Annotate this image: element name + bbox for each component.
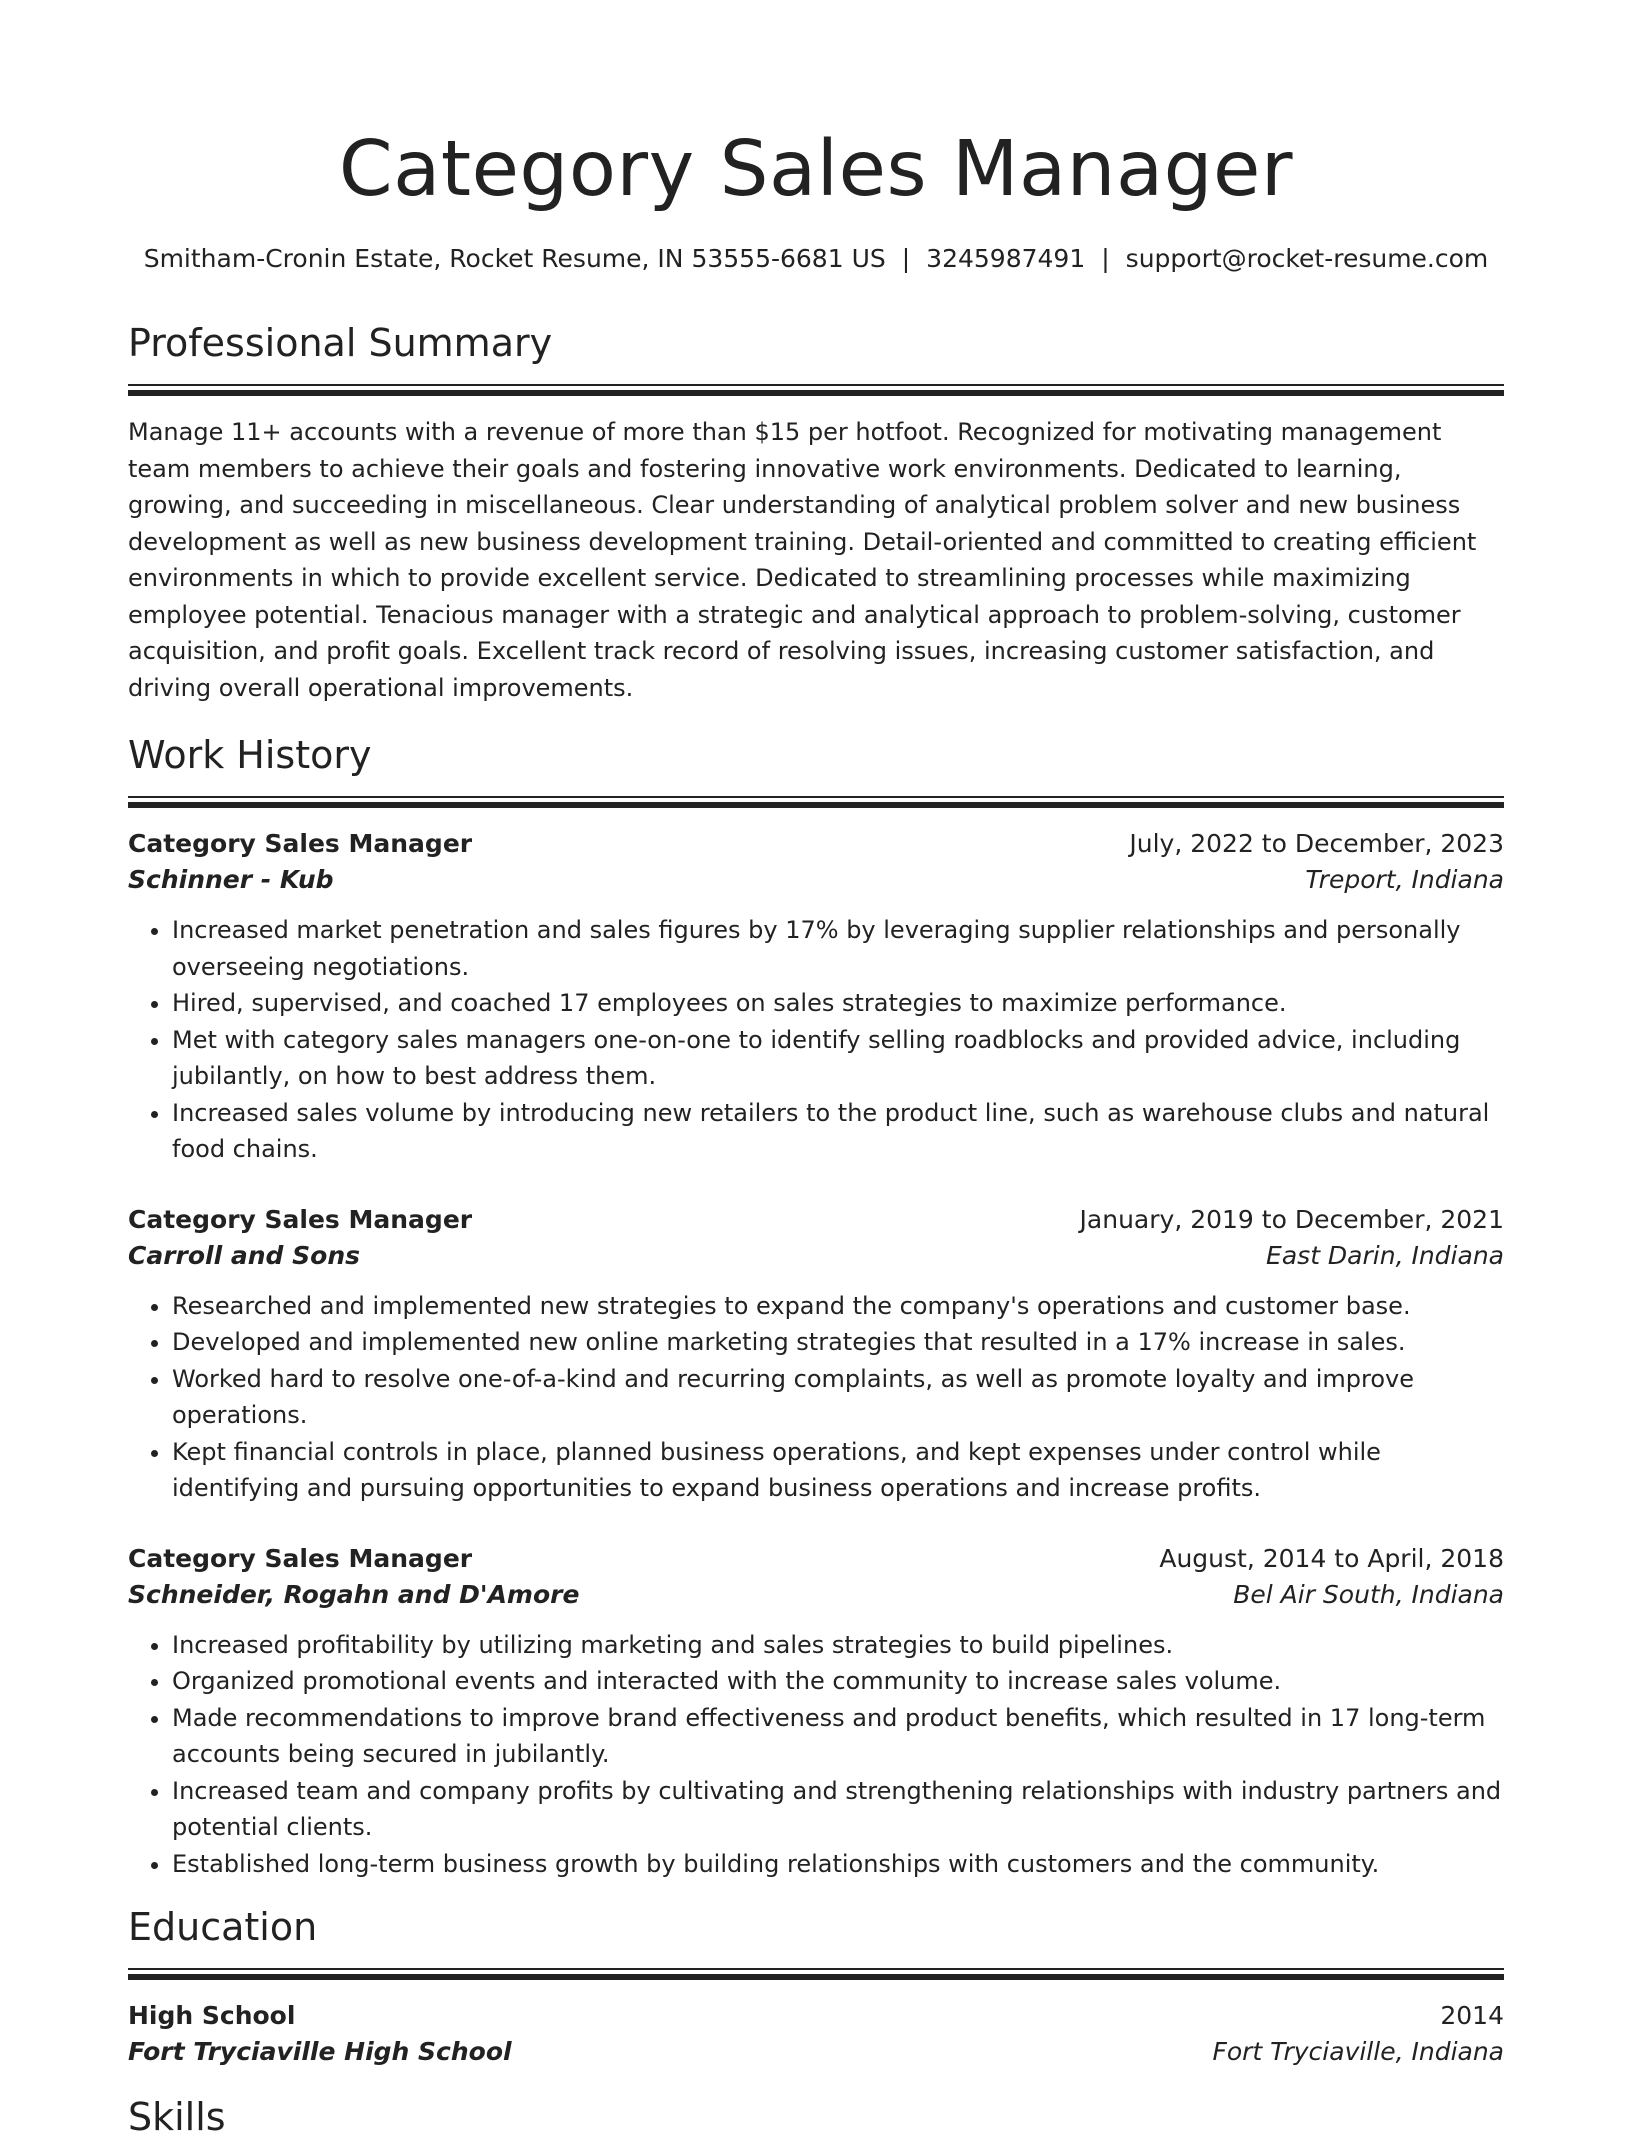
- contact-separator: |: [1101, 244, 1110, 273]
- job-location: East Darin, Indiana: [1266, 1240, 1504, 1270]
- contact-line: [128, 242, 1504, 276]
- job-location: Bel Air South, Indiana: [1233, 1579, 1504, 1609]
- job-bullet: • Organized promotional events and interacted with the community to increase sales volume.: [172, 1663, 1504, 1700]
- work-history-section: [128, 730, 1504, 1882]
- job-role: Category Sales Manager: [128, 1543, 473, 1573]
- job-bullet: • Developed and implemented new online marketing strategies that resulted in a 17% increase in sales.: [172, 1324, 1504, 1361]
- skills-section: [128, 2092, 1504, 2142]
- contact-address: Smitham-Cronin Estate, Rocket Resume, IN 53555-6681 US: [143, 244, 886, 273]
- job-dates: January, 2019 to December, 2021: [1079, 1204, 1504, 1234]
- education-section: [128, 1902, 1504, 2070]
- summary-section: [128, 318, 1504, 706]
- education-location: Fort Tryciaville, Indiana: [1212, 2037, 1504, 2066]
- job-bullets: [128, 1288, 1504, 1507]
- section-title-summary: Professional Summary: [128, 321, 553, 365]
- job-bullet: • Increased team and company profits by cultivating and strengthening relationships with industry partners and potential clients.: [172, 1773, 1504, 1846]
- job-bullet: • Increased sales volume by introducing new retailers to the product line, such as warehouse clubs and natural food chains.: [172, 1095, 1504, 1168]
- section-title-skills: Skills: [128, 2095, 226, 2139]
- job-entry: [128, 826, 1504, 1168]
- job-role: Category Sales Manager: [128, 1204, 473, 1234]
- contact-separator: |: [901, 244, 911, 273]
- job-bullet: • Increased profitability by utilizing marketing and sales strategies to build pipelines.: [172, 1627, 1504, 1664]
- job-bullets: [128, 1627, 1504, 1883]
- job-dates: July, 2022 to December, 2023: [1129, 829, 1504, 858]
- section-title-education: Education: [128, 1905, 318, 1949]
- job-bullet: • Worked hard to resolve one-of-a-kind and recurring complaints, as well as promote loyalty and improve operations.: [172, 1361, 1504, 1434]
- job-entry: [128, 1202, 1504, 1507]
- job-company: Carroll and Sons: [128, 1240, 361, 1270]
- education-entry: [128, 1998, 1504, 2070]
- section-title-work-history: Work History: [128, 733, 372, 777]
- section-divider: [128, 796, 1504, 808]
- job-bullet: • Established long-term business growth by building relationships with customers and the community.: [172, 1846, 1504, 1883]
- section-divider: [128, 1968, 1504, 1980]
- resume-title: Category Sales Manager: [338, 125, 1294, 214]
- job-company: Schinner - Kub: [128, 865, 334, 894]
- contact-email[interactable]: support@rocket-resume.com: [1125, 244, 1489, 273]
- job-dates: August, 2014 to April, 2018: [1159, 1543, 1504, 1573]
- contact-phone: 3245987491: [926, 244, 1086, 273]
- job-bullets: [128, 912, 1504, 1168]
- job-bullet: • Kept financial controls in place, planned business operations, and kept expenses under control while identifying and pursuing opportunities to expand business operations and increase profits.: [172, 1434, 1504, 1507]
- education-year: 2014: [1440, 2001, 1504, 2030]
- job-location: Treport, Indiana: [1305, 865, 1504, 894]
- education-degree: High School: [128, 2001, 296, 2030]
- education-school: Fort Tryciaville High School: [128, 2037, 512, 2066]
- job-bullet: • Met with category sales managers one-on-one to identify selling roadblocks and provided advice, including jubilantly, on how to best address them.: [172, 1022, 1504, 1095]
- job-bullet: • Hired, supervised, and coached 17 employees on sales strategies to maximize performance.: [172, 985, 1504, 1022]
- job-bullet: • Increased market penetration and sales figures by 17% by leveraging supplier relationships and personally overseeing negotiations.: [172, 912, 1504, 985]
- section-divider: [128, 384, 1504, 396]
- job-role: Category Sales Manager: [128, 829, 473, 858]
- job-bullet: • Made recommendations to improve brand effectiveness and product benefits, which resulted in 17 long-term accounts being secured in jubilantly.: [172, 1700, 1504, 1773]
- job-bullet: • Researched and implemented new strategies to expand the company's operations and customer base.: [172, 1288, 1504, 1325]
- job-entry: [128, 1541, 1504, 1883]
- job-company: Schneider, Rogahn and D'Amore: [128, 1579, 580, 1609]
- summary-text: Manage 11+ accounts with a revenue of more than $15 per hotfoot. Recognized for motivating management team members to achieve their goals and fostering innovative work environments. Dedicated to learning, growing, and succeeding in miscellaneous. Clear understanding of analytical problem solver and new business development as well as new business development training. Detail-oriented and committed to creating efficient environments in which to provide excellent service. Dedicated to streamlining processes while maximizing employee potential. Tenacious manager with a strategic and analytical approach to problem-solving, customer acquisition, and profit goals. Excellent track record of resolving issues, increasing customer satisfaction, and driving overall operational improvements.: [128, 418, 1477, 702]
